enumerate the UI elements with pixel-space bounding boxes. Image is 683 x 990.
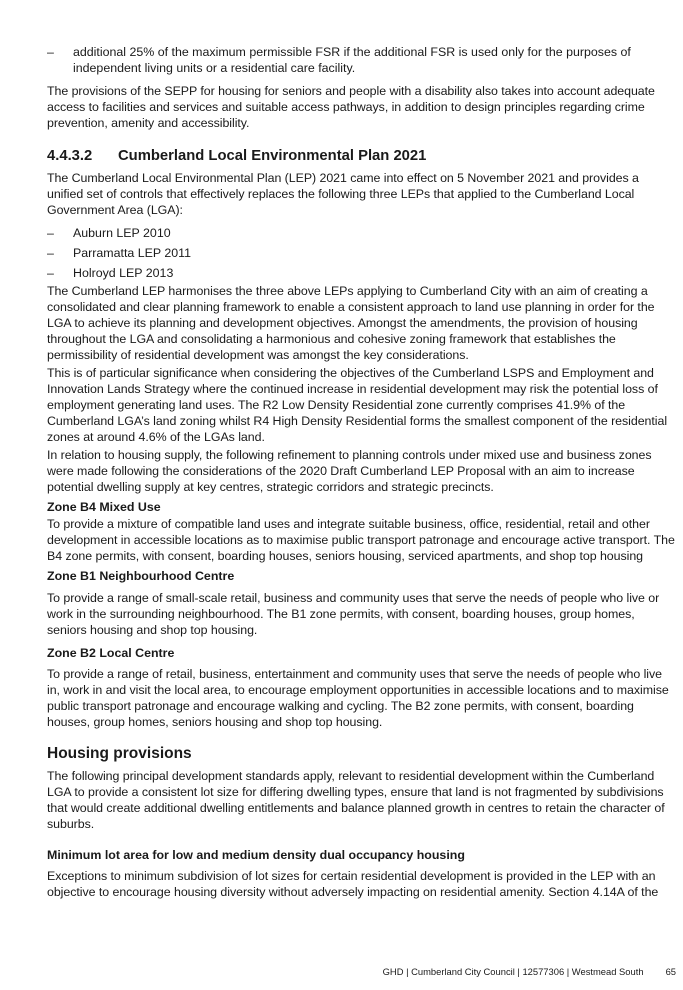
bullet-dash: – (47, 266, 54, 280)
significance-paragraph: This is of particular significance when considering the objectives of the Cumberland LSPS and Employment and Innovation Lands Strategy where the continued increase in residential development may risk the potential loss of employment generating land uses. The R2 Low Density Residential zone currently comprises 41.9% of the Cumberland LGA’s land zoning whilst R4 High Density Residential forms the smallest component of the residential zones at around 4.6% of the LGAs land. (47, 366, 668, 444)
bullet-dash: – (47, 246, 54, 260)
min-lot-paragraph: Exceptions to minimum subdivision of lot sizes for certain residential development is provided in the LEP with an objective to encourage housing diversity without adversely impacting on residential amenity. Section 4.14A of the (47, 869, 659, 899)
section-title: Cumberland Local Environmental Plan 2021 (118, 148, 427, 164)
section-heading (47, 147, 677, 165)
zone-b1-heading: Zone B1 Neighbourhood Centre (47, 569, 235, 583)
list-item-text: Auburn LEP 2010 (73, 226, 171, 240)
bullet-dash: – (47, 45, 54, 59)
section-number: 4.4.3.2 (47, 148, 93, 164)
zone-b4-heading: Zone B4 Mixed Use (47, 500, 161, 514)
list-item-text: Holroyd LEP 2013 (73, 266, 174, 280)
zone-b1-paragraph: To provide a range of small-scale retail, business and community uses that serve the needs of people who live or work in the surrounding neighbourhood. The B1 zone permits, with consent, boarding houses, group homes, seniors housing and shop top housing. (47, 591, 660, 637)
zone-b4-paragraph: To provide a mixture of compatible land uses and integrate suitable business, office, residential, retail and other development in accessible locations as to maximise public transport patronage and encourage active transport. The B4 zone permits, with consent, boarding houses, seniors housing, serviced apartments, and shop top housing (47, 517, 675, 563)
lep-list (47, 225, 677, 285)
harmonise-paragraph: The Cumberland LEP harmonises the three above LEPs applying to Cumberland City with an aim of creating a consolidated and clear planning framework to enable a consistent approach to land use planning in order for the LGA to achieve its planning and development objectives. Amongst the amendments, the provision of housing throughout the LGA and consolidating a harmonious and cohesive zoning framework that establishes the permissibility of residential development was amongst the key considerations. (47, 284, 655, 362)
housing-provisions-heading: Housing provisions (47, 745, 192, 762)
list-item-text: Parramatta LEP 2011 (73, 246, 192, 260)
footer-text: GHD | Cumberland City Council | 12577306 | Westmead South (382, 966, 644, 977)
bullet-dash: – (47, 226, 54, 240)
intro-paragraph: The provisions of the SEPP for housing for seniors and people with a disability also takes into account adequate access to facilities and services and suitable access pathways, in addition to design principles regarding crime prevention, amenity and accessibility. (47, 84, 655, 130)
zone-b2-paragraph: To provide a range of retail, business, entertainment and community uses that serve the needs of people who live in, work in and visit the local area, to encourage employment opportunities in accessible locations and to maximise public transport patronage and encourage walking and cycling. The B2 zone permits, with consent, boarding houses, group homes, seniors housing and shop top housing. (47, 667, 669, 729)
min-lot-heading: Minimum lot area for low and medium density dual occupancy housing (47, 848, 465, 862)
bullet-item (47, 44, 677, 76)
supply-paragraph: In relation to housing supply, the following refinement to planning controls under mixed use and business zones were made following the considerations of the 2020 Draft Cumberland LEP Proposal with an aim to increase potential dwelling supply at key centres, strategic corridors and strategic precincts. (47, 448, 652, 494)
list-item (47, 245, 677, 265)
housing-provisions-paragraph: The following principal development standards apply, relevant to residential development within the Cumberland LGA to provide a consistent lot size for differing dwelling types, ensure that land is not fragmented by subdivisions that would create additional dwelling entitlements and balance planned growth in centres to retain the character of suburbs. (47, 769, 665, 831)
lep-paragraph: The Cumberland Local Environmental Plan (LEP) 2021 came into effect on 5 November 2021 and provides a unified set of controls that effectively replaces the following three LEPs that applied to the Cumberland Local Government Area (LGA): (47, 171, 639, 217)
page-footer (383, 966, 676, 978)
bullet-text: additional 25% of the maximum permissible FSR if the additional FSR is used only for the purposes of independent living units or a residential care facility. (73, 45, 631, 75)
zone-b2-heading: Zone B2 Local Centre (47, 646, 175, 660)
page-number: 65 (665, 966, 676, 977)
list-item (47, 225, 677, 245)
list-item (47, 265, 677, 285)
